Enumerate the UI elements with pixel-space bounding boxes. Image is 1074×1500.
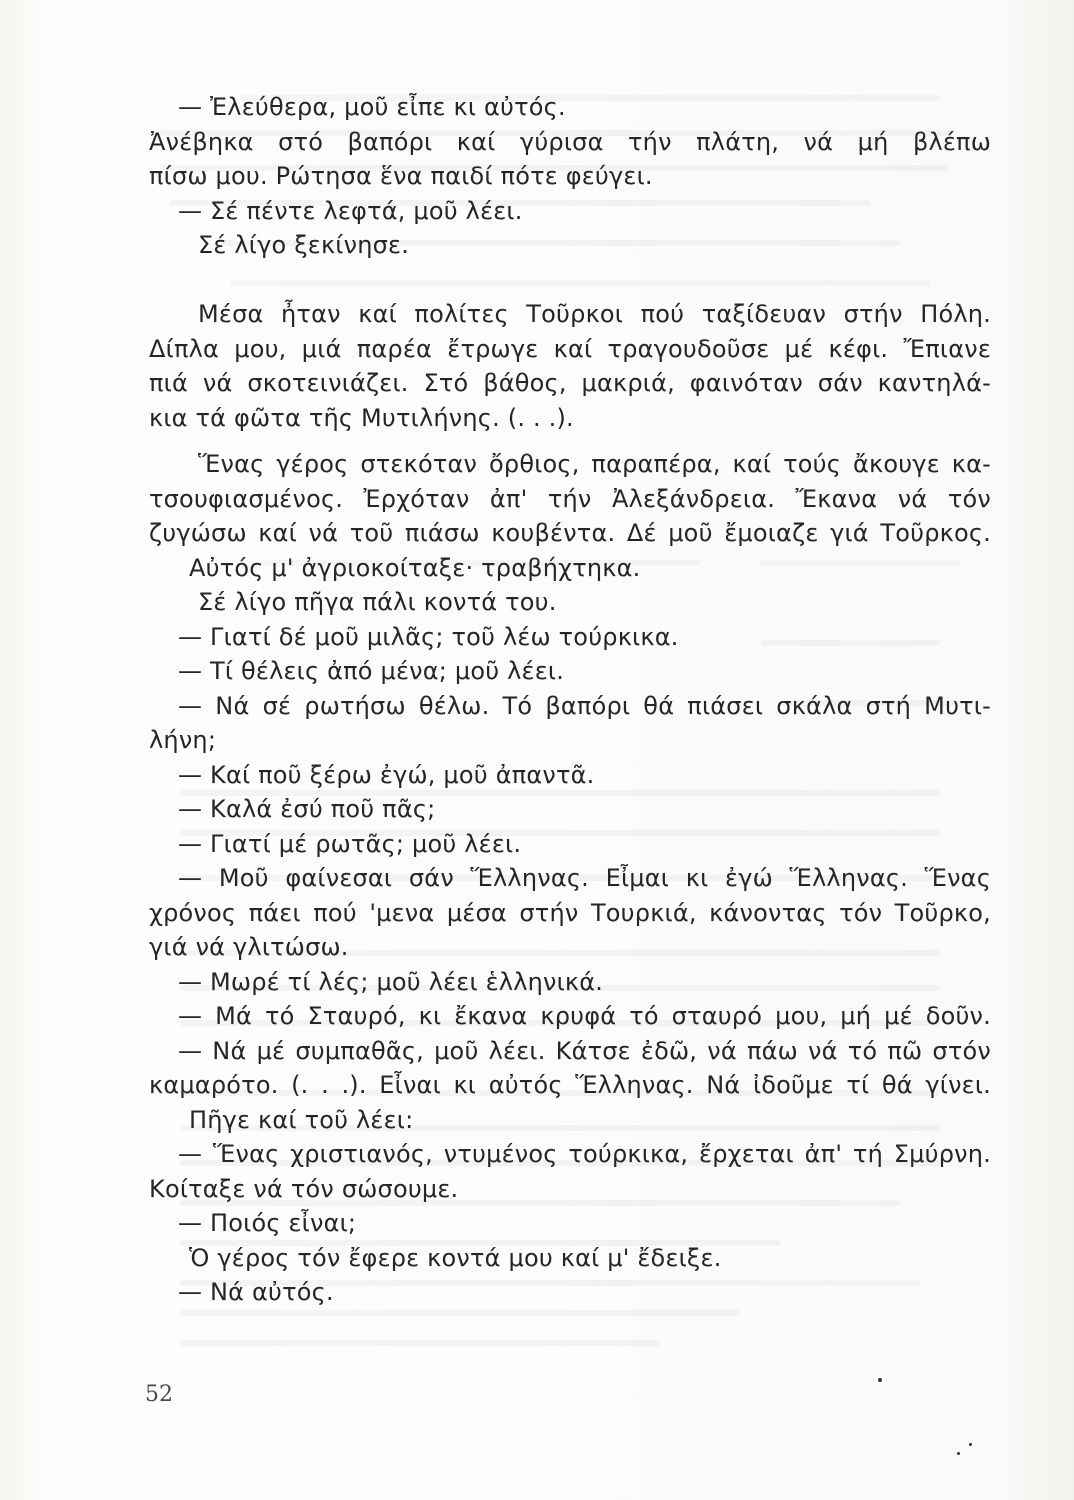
text-line: καμαρότο. (. . .). Εἶναι κι αὐτός Ἕλληνας. Νά ἰδοῦμε τί θά γίνει. [149,1071,991,1099]
text-line: — Νά αὐτός. [178,1278,334,1306]
text-line: Ἀνέβηκα στό βαπόρι καί γύρισα τήν πλάτη, νά μή βλέπω [149,127,991,156]
text-line: κια τά φῶτα τῆς Μυτιλήνης. (. . .). [149,403,574,432]
text-line: — Μωρέ τί λές; μοῦ λέει ἑλληνικά. [178,967,604,996]
text-line: Σέ λίγο ξεκίνησε. [198,231,410,259]
paper-speck [969,1443,972,1446]
body-text [149,90,991,1310]
text-line: Δίπλα μου, μιά παρέα ἔτρωγε καί τραγουδοῦσε μέ κέφι. Ἔπιανε [149,334,991,363]
page-number: 52 [145,1382,173,1407]
text-line: τσουφιασμένος. Ἐρχόταν ἀπ' τήν Ἀλεξάνδρεια. Ἔκανα νά τόν [149,484,991,513]
text-line: — Ἐλεύθερα, μοῦ εἶπε κι αὐτός. [178,93,566,121]
paragraph-gap [149,435,991,447]
text-line: — Καί ποῦ ξέρω ἐγώ, μοῦ ἀπαντᾶ. [178,760,595,789]
text-line: — Καλά ἐσύ ποῦ πᾶς; [178,795,436,823]
text-line: πίσω μου. Ρώτησα ἕνα παιδί πότε φεύγει. [149,162,653,190]
text-line: Μέσα ἦταν καί πολίτες Τοῦρκοι πού ταξίδευαν στήν Πόλη. [198,300,991,328]
paper-speck [957,1452,960,1455]
text-line: Ὁ γέρος τόν ἔφερε κοντά μου καί μ' ἔδειξε. [189,1243,722,1272]
text-line: — Γιατί μέ ρωτᾶς; μοῦ λέει. [178,829,522,858]
text-line: — Νά σέ ρωτήσω θέλω. Τό βαπόρι θά πιάσει σκάλα στή Μυτι- [178,691,991,720]
text-line: — Νά μέ συμπαθᾶς, μοῦ λέει. Κάτσε ἐδῶ, νά πάω νά τό πῶ στόν [178,1036,991,1065]
text-line: Πῆγε καί τοῦ λέει: [189,1105,414,1134]
text-line: γιά νά γλιτώσω. [149,933,349,961]
text-line: πιά νά σκοτεινιάζει. Στό βάθος, μακριά, φαινόταν σάν καντηλά- [149,369,991,397]
text-line: — Σέ πέντε λεφτά, μοῦ λέει. [178,196,523,225]
text-line: — Ποιός εἶναι; [178,1209,357,1237]
text-line: — Τί θέλεις ἀπό μένα; μοῦ λέει. [178,657,565,685]
text-line: Κοίταξε νά τόν σώσουμε. [149,1174,459,1203]
text-line: — Μά τό Σταυρό, κι ἔκανα κρυφά τό σταυρό μου, μή μέ δοῦν. [178,1002,991,1030]
text-line: Σέ λίγο πῆγα πάλι κοντά του. [198,588,557,616]
text-line: Ἕνας γέρος στεκόταν ὄρθιος, παραπέρα, καί τούς ἄκουγε κα- [198,450,991,478]
text-line: χρόνος πάει πού 'μενα μέσα στήν Τουρκιά, κάνοντας τόν Τοῦρκο, [149,898,991,927]
paragraph-gap [149,263,991,298]
text-line: — Ἕνας χριστιανός, ντυμένος τούρκικα, ἔρχεται ἀπ' τή Σμύρνη. [178,1140,991,1168]
text-line: — Μοῦ φαίνεσαι σάν Ἕλληνας. Εἶμαι κι ἐγώ Ἕλληνας. Ἕνας [178,864,991,892]
text-line: — Γιατί δέ μοῦ μιλᾶς; τοῦ λέω τούρκικα. [178,622,679,651]
paper-speck [878,1378,882,1382]
text-line: ζυγώσω καί νά τοῦ πιάσω κουβέντα. Δέ μοῦ ἔμοιαζε γιά Τοῦρκος. [149,519,991,547]
text-line: λήνη; [149,726,217,754]
text-line: Αὐτός μ' ἀγριοκοίταξε· τραβήχτηκα. [189,553,641,582]
